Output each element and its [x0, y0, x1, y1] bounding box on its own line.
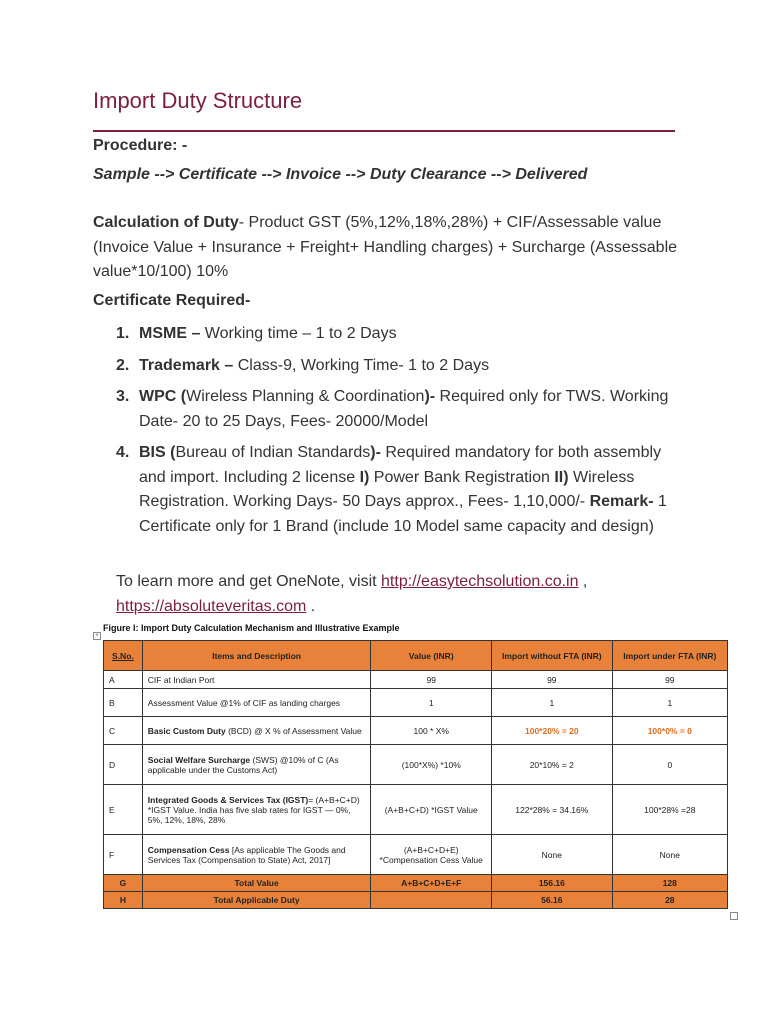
certificates-list: [116, 322, 676, 546]
certificate-name: MSME –: [139, 325, 201, 342]
row-description: Integrated Goods & Services Tax (IGST)= (A+B+C+D) *IGST Value. India has five slab rates for IGST — 0%, 5%, 12%, 18%, 28%: [142, 785, 371, 835]
row-under-fta: 100*0% = 0: [612, 717, 727, 745]
certificate-name: Trademark –: [139, 356, 234, 374]
certificate-name-suffix: )-: [370, 444, 381, 461]
certificate-fullname: Bureau of Indian Standards: [175, 444, 371, 461]
row-without-fta: 99: [492, 671, 613, 689]
table-move-handle[interactable]: +: [93, 632, 101, 640]
calculation-paragraph: [93, 211, 683, 285]
list-number: 4.: [116, 444, 130, 461]
column-header: Import without FTA (INR): [492, 641, 613, 671]
remark-label: Remark-: [589, 493, 654, 510]
list-item: [116, 354, 676, 379]
row-without-fta: 156.16: [492, 875, 613, 892]
row-under-fta: 99: [612, 671, 727, 689]
calculation-text: - Product GST (5%,12%,18%,28%) + CIF/Assessable value (Invoice Value + Insurance + Freight+ Handling charges) + Surcharge (Assessable value*10/100) 10%: [93, 214, 678, 280]
row-under-fta: None: [612, 835, 727, 875]
row-value: 100 * X%: [371, 717, 492, 745]
table-row: [104, 785, 728, 835]
column-header: S.No.: [104, 641, 143, 671]
row-sno: B: [104, 689, 143, 717]
row-description: Total Applicable Duty: [142, 892, 371, 909]
page-title: Import Duty Structure: [93, 88, 303, 113]
absoluteveritas-link[interactable]: https://absoluteveritas.com: [116, 597, 307, 615]
row-sno: G: [104, 875, 143, 892]
row-value: 99: [371, 671, 492, 689]
row-without-fta: None: [492, 835, 613, 875]
row-value: (100*X%) *10%: [371, 745, 492, 785]
certificate-detail: Required only for TWS. Working Date- 20 to 25 Days, Fees- 20000/Model: [139, 388, 669, 430]
list-number: 3.: [116, 388, 130, 405]
learn-more-prefix: To learn more and get OneNote, visit: [116, 573, 382, 590]
remark-text: 1 Certificate only for 1 Brand (include 10 Model same capacity and design): [139, 493, 667, 535]
table-total-row: [104, 875, 728, 892]
row-under-fta: 0: [612, 745, 727, 785]
column-header: Items and Description: [142, 641, 371, 671]
row-under-fta: 128: [612, 875, 727, 892]
title-divider: [93, 130, 675, 132]
learn-more-suffix: .: [306, 597, 316, 615]
row-value: [371, 892, 492, 909]
row-under-fta: 1: [612, 689, 727, 717]
duty-table: [103, 640, 728, 909]
certificate-name: WPC (: [139, 388, 187, 405]
certificates-heading: Certificate Required-: [93, 292, 251, 309]
list-number: 2.: [116, 356, 130, 374]
row-description: Basic Custom Duty (BCD) @ X % of Assessment Value: [142, 717, 371, 745]
table-row: [104, 717, 728, 745]
row-without-fta: 20*10% = 2: [492, 745, 613, 785]
learn-more-separator: ,: [578, 573, 588, 590]
table-total-row: [104, 892, 728, 909]
row-sno: E: [104, 785, 143, 835]
row-value: A+B+C+D+E+F: [371, 875, 492, 892]
table-row: [104, 745, 728, 785]
row-sno: H: [104, 892, 143, 909]
list-item: [116, 322, 676, 347]
calculation-label: Calculation of Duty: [93, 214, 239, 231]
row-without-fta: 100*20% = 20: [492, 717, 613, 745]
column-header: Import under FTA (INR): [612, 641, 727, 671]
certificate-detail: Required mandatory for both assembly and import. Including 2 license: [139, 444, 662, 486]
row-under-fta: 28: [612, 892, 727, 909]
row-description: Social Welfare Surcharge (SWS) @10% of C (As applicable under the Customs Act): [142, 745, 371, 785]
row-sno: A: [104, 671, 143, 689]
certificate-name: BIS (: [139, 444, 176, 461]
row-value: 1: [371, 689, 492, 717]
license-one-marker: I): [359, 468, 370, 486]
license-two-text: Wireless Registration. Working Days- 50 Days approx., Fees- 1,10,000/-: [139, 468, 635, 510]
row-under-fta: 100*28% =28: [612, 785, 727, 835]
certificate-fullname: Wireless Planning & Coordination: [186, 388, 425, 405]
row-sno: D: [104, 745, 143, 785]
learn-more-paragraph: [116, 570, 676, 619]
table-row: [104, 689, 728, 717]
row-description: Compensation Cess [As applicable The Goods and Services Tax (Compensation to State) Act, 2017]: [142, 835, 371, 875]
row-sno: F: [104, 835, 143, 875]
list-item: [116, 385, 676, 434]
list-number: 1.: [116, 325, 130, 342]
column-header: Value (INR): [371, 641, 492, 671]
table-row: [104, 671, 728, 689]
row-sno: C: [104, 717, 143, 745]
figure-caption: Figure I: Import Duty Calculation Mechanism and Illustrative Example: [103, 623, 400, 633]
certificate-detail: Working time – 1 to 2 Days: [200, 325, 397, 342]
table-row: [104, 835, 728, 875]
row-without-fta: 122*28% = 34.16%: [492, 785, 613, 835]
license-two-marker: II): [554, 468, 569, 486]
row-value: (A+B+C+D) *IGST Value: [371, 785, 492, 835]
license-one-text: Power Bank Registration: [369, 468, 555, 486]
row-without-fta: 1: [492, 689, 613, 717]
procedure-flow: Sample --> Certificate --> Invoice --> Duty Clearance --> Delivered: [93, 166, 588, 183]
row-description: CIF at Indian Port: [142, 671, 371, 689]
easytech-link[interactable]: http://easytechsolution.co.in: [381, 573, 579, 590]
table-resize-handle[interactable]: [730, 912, 738, 920]
row-description: Total Value: [142, 875, 371, 892]
row-description: Assessment Value @1% of CIF as landing charges: [142, 689, 371, 717]
list-item: [116, 441, 676, 539]
table-header-row: [104, 641, 728, 671]
procedure-label: Procedure: -: [93, 137, 188, 154]
row-without-fta: 56.16: [492, 892, 613, 909]
row-value: (A+B+C+D+E) *Compensation Cess Value: [371, 835, 492, 875]
certificate-detail: Class-9, Working Time- 1 to 2 Days: [233, 356, 490, 374]
certificate-name-suffix: )-: [424, 388, 436, 405]
